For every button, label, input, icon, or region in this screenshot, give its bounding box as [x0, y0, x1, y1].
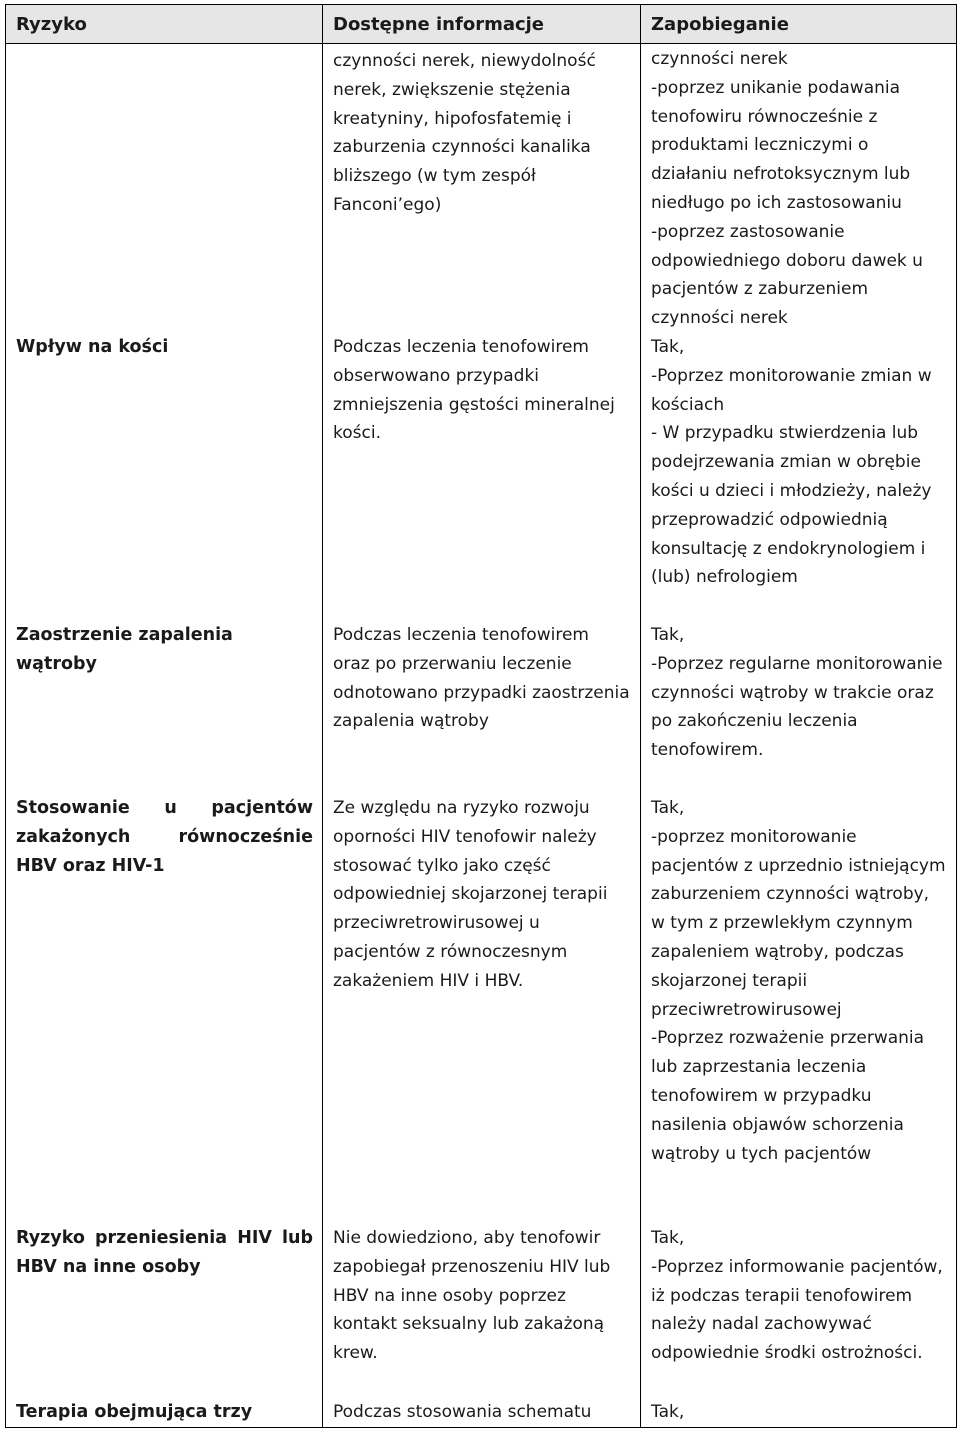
risk-cell: Terapia obejmująca trzy [6, 1398, 323, 1428]
risk-table [5, 4, 957, 1428]
table-header-row [6, 5, 957, 44]
header-risk: Ryzyko [6, 5, 323, 44]
header-info: Dostępne informacje [323, 5, 641, 44]
table-row [6, 44, 957, 333]
prevention-line: Tak, [651, 336, 685, 357]
prevention-cell [641, 794, 957, 1224]
risk-cell [6, 44, 323, 333]
info-cell: czynności nerek, niewydolność nerek, zwiększenie stężenia kreatyniny, hipofosfatemię i zaburzenia czynności kanalika bliższego (w tym zespół Fanconi’ego) [323, 44, 641, 333]
prevention-line: Tak, [651, 1401, 685, 1422]
table-row [6, 1398, 957, 1428]
table-row [6, 621, 957, 794]
prevention-cell [641, 1398, 957, 1428]
risk-cell: Zaostrzenie zapalenia wątroby [6, 621, 323, 794]
prevention-line: -poprzez unikanie podawania tenofowiru równocześnie z produktami leczniczymi o działaniu nefrotoksycznym lub niedługo po ich zastosowaniu [651, 77, 911, 213]
prevention-cell [641, 44, 957, 333]
prevention-line: Tak, [651, 1227, 685, 1248]
risk-cell: Stosowanie u pacjentów zakażonych równocześnie HBV oraz HIV-1 [6, 794, 323, 1224]
prevention-line: -poprzez zastosowanie odpowiedniego doboru dawek u pacjentów z zaburzeniem czynności nerek [651, 221, 923, 329]
info-cell: Podczas leczenia tenofowirem oraz po przerwaniu leczenie odnotowano przypadki zaostrzenia zapalenia wątroby [323, 621, 641, 794]
info-cell: Ze względu na ryzyko rozwoju oporności HIV tenofowir należy stosować tylko jako część odpowiedniej skojarzonej terapii przeciwretrowirusowej u pacjentów z równoczesnym zakażeniem HIV i HBV. [323, 794, 641, 1224]
prevention-cell [641, 333, 957, 621]
prevention-cell [641, 621, 957, 794]
prevention-cell [641, 1224, 957, 1398]
prevention-line: -Poprzez informowanie pacjentów, iż podczas terapii tenofowirem należy nadal zachowywać odpowiednie środki ostrożności. [651, 1256, 943, 1364]
prevention-line: -Poprzez monitorowanie zmian w kościach [651, 365, 932, 415]
prevention-line: Tak, [651, 797, 685, 818]
info-cell: Podczas leczenia tenofowirem obserwowano przypadki zmniejszenia gęstości mineralnej kości. [323, 333, 641, 621]
info-cell: Podczas stosowania schematu [323, 1398, 641, 1428]
prevention-line: - W przypadku stwierdzenia lub podejrzewania zmian w obrębie kości u dzieci i młodzieży, należy przeprowadzić odpowiednią konsultację z endokrynologiem i (lub) nefrologiem [651, 423, 932, 588]
table-row [6, 1224, 957, 1398]
risk-cell: Wpływ na kości [6, 333, 323, 621]
prevention-line: Tak, [651, 624, 685, 645]
header-prevention: Zapobieganie [641, 5, 957, 44]
prevention-line: -poprzez monitorowanie pacjentów z uprzednio istniejącym zaburzeniem czynności wątroby, w tym z przewlekłym czynnym zapaleniem wątroby, podczas skojarzonej terapii przeciwretrowirusowej [651, 826, 946, 1020]
table-row [6, 794, 957, 1224]
prevention-line: -Poprzez rozważenie przerwania lub zaprzestania leczenia tenofowirem w przypadku nasilenia objawów schorzenia wątroby u tych pacjentów [651, 1028, 925, 1164]
table-row [6, 333, 957, 621]
prevention-line: czynności nerek [651, 49, 788, 69]
info-cell: Nie dowiedziono, aby tenofowir zapobiegał przenoszeniu HIV lub HBV na inne osoby poprzez kontakt seksualny lub zakażoną krew. [323, 1224, 641, 1398]
prevention-line: -Poprzez regularne monitorowanie czynności wątroby w trakcie oraz po zakończeniu leczenia tenofowirem. [651, 653, 943, 761]
risk-cell: Ryzyko przeniesienia HIV lub HBV na inne osoby [6, 1224, 323, 1398]
